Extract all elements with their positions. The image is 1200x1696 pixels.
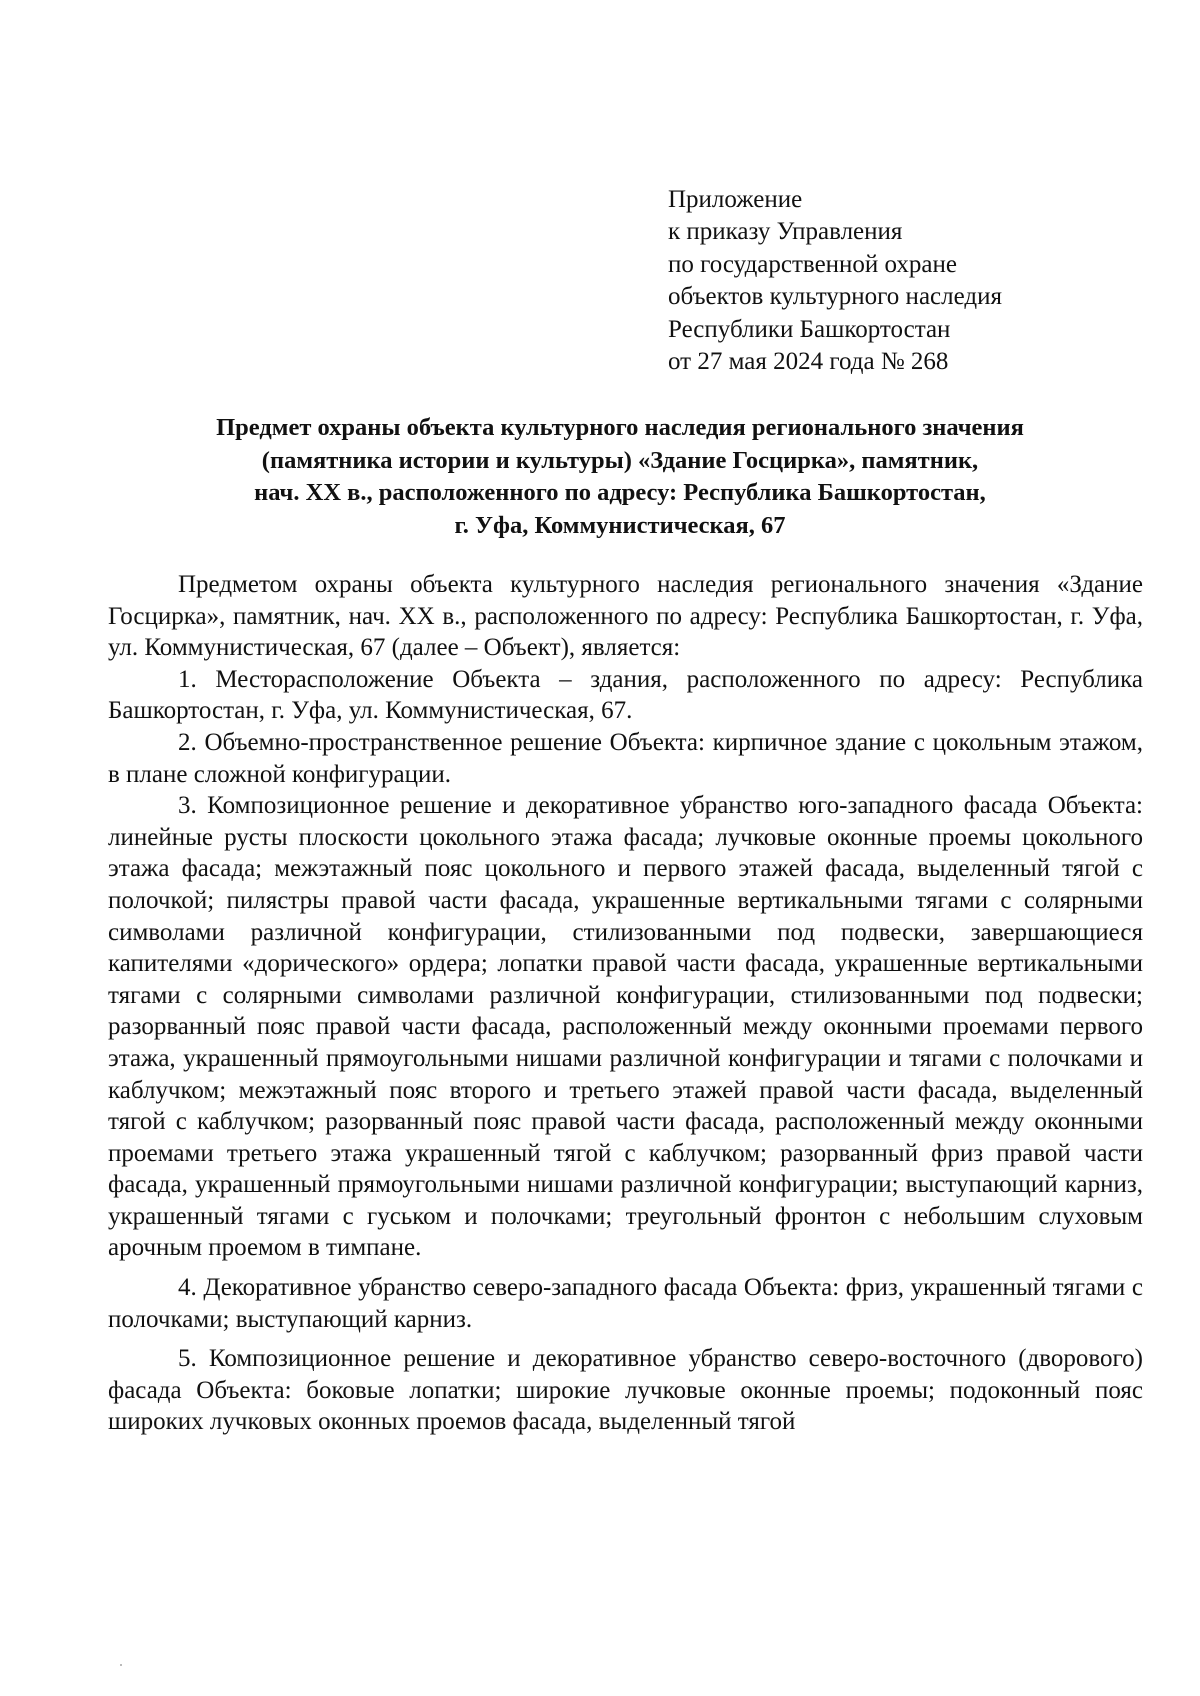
scan-speck bbox=[120, 1664, 122, 1666]
title-line: Предмет охраны объекта культурного наследия регионального значения bbox=[216, 414, 1024, 441]
item-paragraph: 4. Декоративное убранство северо-западного фасада Объекта: фриз, украшенный тягами с полочками; выступающий карниз. bbox=[108, 1274, 1143, 1333]
item-paragraph: 3. Композиционное решение и декоративное убранство юго-западного фасада Объекта: линейные русты плоскости цокольного этажа фасада; лучковые оконные проемы цокольного этажа фасада; межэтажный пояс цокольного и первого этажей фасада, выделенный тягой с полочкой; пилястры правой части фасада, украшенные вертикальными тягами с солярными символами различной конфигурации, стилизованными под подвески, завершающиеся капителями «дорического» ордера; лопатки правой части фасада, украшенные вертикальными тягами с солярными символами различной конфигурации, стилизованными под подвески; разорванный пояс правой части фасада, расположенный между оконными проемами первого этажа, украшенный прямоугольными нишами различной конфигурации и тягами с полочками и каблучком; межэтажный пояс второго и третьего этажей правой части фасада, выделенный тягой с каблучком; разорванный пояс правой части фасада, расположенный между оконными проемами третьего этажа украшенный тягой с каблучком; разорванный фриз правой части фасада, украшенный прямоугольными нишами различной конфигурации; выступающий карниз, украшенный тягами с гуськом и полочками; треугольный фронтон с небольшим слуховым арочным проемом в тимпане. bbox=[108, 792, 1143, 1262]
appendix-line: к приказу Управления bbox=[668, 218, 903, 246]
appendix-line: по государственной охране bbox=[668, 250, 958, 278]
item-paragraph: 5. Композиционное решение и декоративное убранство северо-восточного (дворового) фасада Объекта: боковые лопатки; широкие лучковые оконные проемы; подоконный пояс широких лучковых оконных проемов фасада, выделенный тягой bbox=[108, 1345, 1143, 1436]
appendix-line: объектов культурного наследия bbox=[668, 283, 1002, 311]
title-line: (памятника истории и культуры) «Здание Госцирка», памятник, bbox=[261, 446, 979, 474]
document-title bbox=[100, 412, 1140, 542]
appendix-line: Приложение bbox=[668, 186, 803, 213]
appendix-header bbox=[668, 184, 1108, 378]
document-body bbox=[108, 569, 1143, 1438]
appendix-line: от 27 мая 2024 года № 268 bbox=[668, 348, 949, 376]
intro-paragraph: Предметом охраны объекта культурного наследия регионального значения «Здание Госцирка», памятник, нач. XX в., расположенного по адресу: Республика Башкортостан, г. Уфа, ул. Коммунистическая, 67 (далее – Объект), является: bbox=[108, 571, 1143, 662]
appendix-line: Республики Башкортостан bbox=[668, 315, 951, 343]
item-paragraph: 1. Месторасположение Объекта – здания, расположенного по адресу: Республика Башкортостан, г. Уфа, ул. Коммунистическая, 67. bbox=[108, 665, 1143, 725]
item-paragraph: 2. Объемно-пространственное решение Объекта: кирпичное здание с цокольным этажом, в плане сложной конфигурации. bbox=[108, 728, 1143, 788]
title-line: г. Уфа, Коммунистическая, 67 bbox=[454, 511, 786, 539]
title-line: нач. XX в., расположенного по адресу: Республика Башкортостан, bbox=[254, 479, 986, 506]
